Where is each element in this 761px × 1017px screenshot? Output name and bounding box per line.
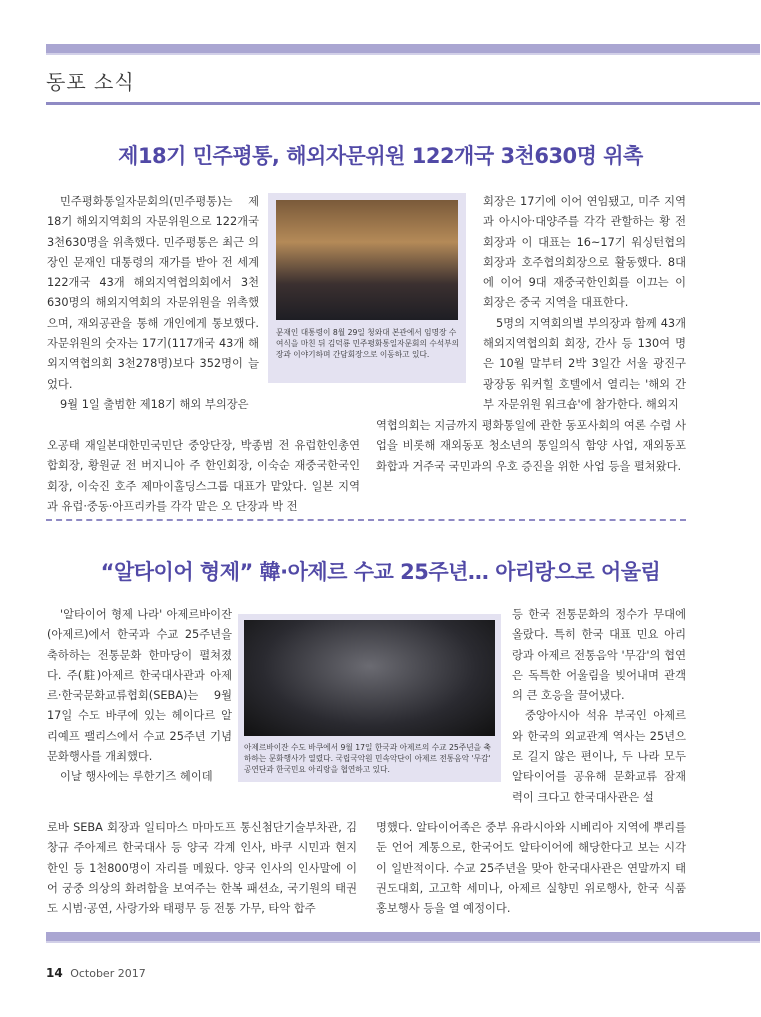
article2-photo-box (238, 614, 501, 782)
article1-paragraph-1: 민주평화통일자문회의(민주평통)는 제18기 해외지역회의 자문위원으로 122개국 3천630명을 위촉했다. 민주평통은 최근 의장인 문재인 대통령의 재가를 받아 전 세계 122개국 43개 해외지역협의회에서 3천630명의 해외지역회의 자문위원을 위촉했으며, 재외공관을 통해 개인에게 통보했다. 자문위원의 숫자는 17기(117개국 43개 해외지역협의회 3천278명)보다 352명이 늘었다. (47, 195, 259, 391)
article2-photo (244, 620, 495, 736)
article1-right-column (483, 192, 686, 415)
article1-headline: 제18기 민주평통, 해외자문위원 122개국 3천630명 위촉 (118, 144, 643, 168)
article1-photo-caption: 문재인 대통령이 8월 29일 청와대 본관에서 임명장 수여식을 마친 뒤 김덕룡 민주평화통일자문회의 수석부의장과 이야기하며 간담회장으로 이동하고 있다. (276, 328, 460, 360)
section-title-rule (46, 102, 760, 105)
article1-paragraph-4: 5명의 지역회의별 부의장과 함께 43개 해외지역협의회 회장, 간사 등 130여 명은 10월 말부터 2박 3일간 서울 광진구 광장동 워커힐 호텔에서 열리는 '해외 간부 자문위원 워크숍'에 참가한다. 해외지 (483, 316, 686, 411)
article2-left-column (47, 605, 232, 788)
article1-paragraph-4-cont: 역협의회는 지금까지 평화통일에 관한 동포사회의 여론 수렴 사업을 비롯해 재외동포 청소년의 통일의식 함양 사업, 재외동포 화합과 거주국 국민과의 우호 증진을 위한 사업 등을 펼쳐왔다. (376, 419, 686, 473)
article2-paragraph-4: 중앙아시아 석유 부국인 아제르와 한국의 외교관계 역사는 25년으로 길지 않은 편이나, 두 나라 모두 알타이어를 공유해 문화교류 잠재력이 크다고 한국대사관은 설 (512, 709, 686, 804)
article2-paragraph-2: 이날 행사에는 루한기즈 헤이데 (60, 770, 213, 784)
article-divider (46, 519, 686, 521)
top-decorative-bar (46, 44, 760, 53)
article1-paragraph-3: 회장은 17기에 이어 연임됐고, 미주 지역과 아시아·대양주를 각각 관할하는 황 전 회장과 이 대표는 16~17기 워싱턴협의회장과 호주협의회장으로 활동했다. 8대에 이어 9대 재중국한인회를 이끄는 이 회장은 중국 지역을 대표한다. (483, 195, 686, 310)
article2-paragraph-1: '알타이어 형제 나라' 아제르바이잔(아제르)에서 한국과 수교 25주년을 축하하는 전통문화 한마당이 펼쳐졌다. 주(駐)아제르 한국대사관과 아제르·한국문화교류협회(SEBA)는 9월 17일 수도 바쿠에 있는 헤이다르 알리예프 팰리스에서 수교 25주년 기념 문화행사를 개최했다. (47, 608, 232, 764)
article1-paragraph-2: 9월 1일 출범한 제18기 해외 부의장은 (60, 397, 249, 411)
article2-paragraph-3: 등 한국 전통문화의 정수가 무대에 올랐다. 특히 한국 대표 민요 아리랑과 아제르 전통음악 '무감'의 협연은 독특한 어울림을 빚어내며 관객의 큰 호응을 끌어냈다. (512, 608, 686, 703)
page-number: 14 (46, 966, 63, 980)
article1-left-column (47, 192, 259, 415)
bottom-decorative-bar (46, 932, 760, 941)
article1-bottom-right-text (376, 416, 686, 477)
article2-bottom-right-text (376, 818, 686, 919)
article1-photo (276, 200, 458, 320)
section-title: 동포 소식 (46, 70, 135, 94)
article1-photo-box (268, 193, 466, 383)
article1-bottom-left-text (47, 436, 360, 517)
article2-photo-caption: 아제르바이잔 수도 바쿠에서 9월 17일 한국과 아제르의 수교 25주년을 축하하는 문화행사가 열렸다. 국립국악원 민속악단이 아제르 전통음악 '무감' 공연단과 한국민요 아리랑을 협연하고 있다. (244, 743, 491, 775)
page-footer (46, 966, 146, 980)
article2-bottom-left-text (47, 818, 357, 919)
article2-paragraph-4-cont: 명했다. 알타이어족은 중부 유라시아와 시베리아 지역에 뿌리를 둔 언어 계통으로, 한국어도 알타이어에 해당한다고 보는 시각이 일반적이다. 수교 25주년을 맞아 한국대사관은 연말까지 태권도대회, 고고학 세미나, 아제르 실향민 위로행사, 한국 식품 홍보행사 등을 열 예정이다. (376, 821, 686, 916)
issue-date: October 2017 (70, 967, 146, 980)
article1-paragraph-2-cont: 오공태 재일본대한민국민단 중앙단장, 박종범 전 유럽한인총연합회장, 황원균 전 버지니아 주 한인회장, 이숙순 재중국한국인회장, 이숙진 호주 제마이홀딩스그룹 대표가 맡았다. 일본 지역과 유럽·중동·아프리카를 각각 맡은 오 단장과 박 전 (47, 439, 360, 513)
article2-paragraph-2-cont: 로바 SEBA 회장과 일티마스 마마도프 통신첨단기술부차관, 김창규 주아제르 한국대사 등 양국 각계 인사, 바쿠 시민과 현지 한인 등 1천800명이 자리를 메웠다. 양국 인사의 인사말에 이어 궁중 의상의 화려함을 보여주는 한복 패션쇼, 국기원의 태권도 시범·공연, 사랑가와 태평무 등 전통 가무, 타악 합주 (47, 821, 357, 916)
article2-right-column (512, 605, 686, 808)
article2-headline: “알타이어 형제” 韓·아제르 수교 25주년… 아리랑으로 어울림 (100, 560, 661, 584)
